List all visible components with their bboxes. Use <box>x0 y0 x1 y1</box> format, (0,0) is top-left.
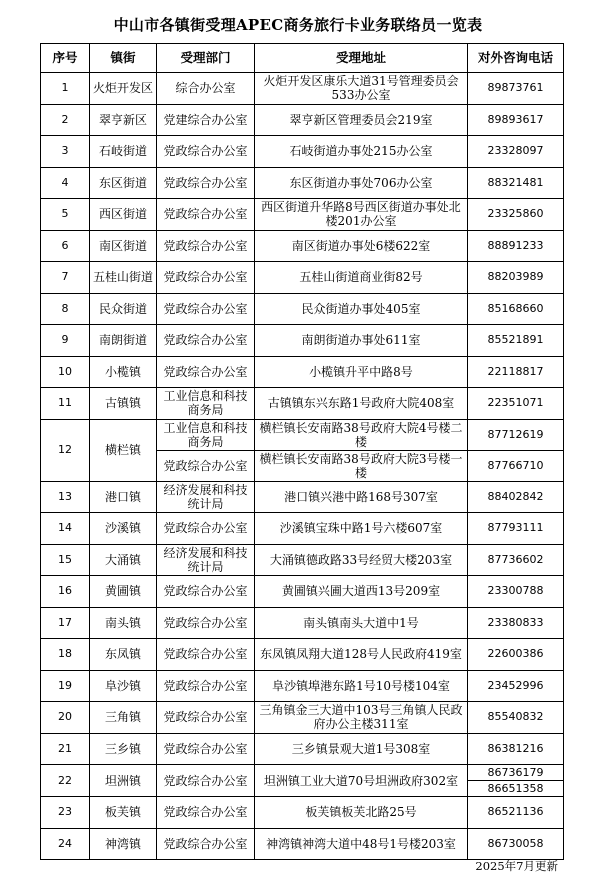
row-town: 沙溪镇 <box>90 513 157 545</box>
row-department: 党政综合办公室 <box>157 450 255 481</box>
row-number: 19 <box>41 670 90 702</box>
row-department: 党政综合办公室 <box>157 199 255 231</box>
row-number: 14 <box>41 513 90 545</box>
row-phone: 22118817 <box>468 356 564 388</box>
row-address: 古镇镇东兴东路1号政府大院408室 <box>255 388 468 420</box>
row-number: 1 <box>41 73 90 105</box>
row-town: 西区街道 <box>90 199 157 231</box>
row-department: 党政综合办公室 <box>157 230 255 262</box>
table-row <box>41 481 564 513</box>
row-department: 党政综合办公室 <box>157 702 255 734</box>
row-town: 民众街道 <box>90 293 157 325</box>
row-department: 党政综合办公室 <box>157 607 255 639</box>
row-address: 大涌镇德政路33号经贸大楼203室 <box>255 544 468 576</box>
row-phone: 88891233 <box>468 230 564 262</box>
row-address: 神湾镇神湾大道中48号1号楼203室 <box>255 828 468 860</box>
row-town: 三乡镇 <box>90 733 157 765</box>
row-phone: 86651358 <box>468 781 564 797</box>
row-phone: 89873761 <box>468 73 564 105</box>
row-number: 11 <box>41 388 90 420</box>
table-row <box>41 73 564 105</box>
row-phone: 23380833 <box>468 607 564 639</box>
row-phone: 89893617 <box>468 104 564 136</box>
header-dept: 受理部门 <box>157 44 255 73</box>
row-town: 神湾镇 <box>90 828 157 860</box>
row-department: 党政综合办公室 <box>157 136 255 168</box>
row-department: 综合办公室 <box>157 73 255 105</box>
contact-table <box>40 43 564 860</box>
table-row <box>41 356 564 388</box>
row-number: 10 <box>41 356 90 388</box>
table-row <box>41 199 564 231</box>
table-row <box>41 797 564 829</box>
row-phone: 86736179 <box>468 765 564 781</box>
table-row <box>41 702 564 734</box>
row-department: 经济发展和科技统计局 <box>157 544 255 576</box>
row-phone: 22351071 <box>468 388 564 420</box>
row-number: 21 <box>41 733 90 765</box>
row-department: 党政综合办公室 <box>157 356 255 388</box>
row-town: 港口镇 <box>90 481 157 513</box>
row-department: 党政综合办公室 <box>157 513 255 545</box>
row-department: 党政综合办公室 <box>157 262 255 294</box>
row-address: 黄圃镇兴圃大道西13号209室 <box>255 576 468 608</box>
header-address: 受理地址 <box>255 44 468 73</box>
row-phone: 86521136 <box>468 797 564 829</box>
row-town: 翠亨新区 <box>90 104 157 136</box>
row-address: 石岐街道办事处215办公室 <box>255 136 468 168</box>
row-department: 党建综合办公室 <box>157 104 255 136</box>
row-town: 石岐街道 <box>90 136 157 168</box>
row-department: 经济发展和科技统计局 <box>157 481 255 513</box>
row-address: 港口镇兴港中路168号307室 <box>255 481 468 513</box>
table-row <box>41 262 564 294</box>
row-number: 5 <box>41 199 90 231</box>
update-note: 2025年7月更新 <box>475 859 558 873</box>
table-row <box>41 670 564 702</box>
table-row <box>41 293 564 325</box>
row-address: 沙溪镇宝珠中路1号六楼607室 <box>255 513 468 545</box>
table-row <box>41 230 564 262</box>
row-department: 党政综合办公室 <box>157 293 255 325</box>
row-phone: 88321481 <box>468 167 564 199</box>
row-town: 黄圃镇 <box>90 576 157 608</box>
row-address: 西区街道升华路8号西区街道办事处北楼201办公室 <box>255 199 468 231</box>
row-department: 党政综合办公室 <box>157 828 255 860</box>
row-number: 3 <box>41 136 90 168</box>
row-number: 24 <box>41 828 90 860</box>
row-number: 23 <box>41 797 90 829</box>
row-phone: 23300788 <box>468 576 564 608</box>
row-town: 板芙镇 <box>90 797 157 829</box>
row-address: 小榄镇升平中路8号 <box>255 356 468 388</box>
row-phone: 86730058 <box>468 828 564 860</box>
row-phone: 87712619 <box>468 419 564 450</box>
row-phone: 86381216 <box>468 733 564 765</box>
row-town: 东凤镇 <box>90 639 157 671</box>
row-address: 翠亨新区管理委员会219室 <box>255 104 468 136</box>
row-address: 三乡镇景观大道1号308室 <box>255 733 468 765</box>
row-phone: 85540832 <box>468 702 564 734</box>
row-address: 阜沙镇埠港东路1号10号楼104室 <box>255 670 468 702</box>
row-number: 16 <box>41 576 90 608</box>
row-town: 横栏镇 <box>90 419 157 481</box>
header-phone: 对外咨询电话 <box>468 44 564 73</box>
header-town: 镇街 <box>90 44 157 73</box>
row-phone: 23328097 <box>468 136 564 168</box>
row-town: 火炬开发区 <box>90 73 157 105</box>
row-phone: 22600386 <box>468 639 564 671</box>
row-phone: 23452996 <box>468 670 564 702</box>
table-row <box>41 607 564 639</box>
row-department: 党政综合办公室 <box>157 797 255 829</box>
row-address: 板芙镇板芙北路25号 <box>255 797 468 829</box>
row-address: 南区街道办事处6楼622室 <box>255 230 468 262</box>
row-town: 阜沙镇 <box>90 670 157 702</box>
row-address: 东凤镇凤翔大道128号人民政府419室 <box>255 639 468 671</box>
table-row <box>41 104 564 136</box>
row-address: 南朗街道办事处611室 <box>255 325 468 357</box>
row-town: 古镇镇 <box>90 388 157 420</box>
row-address: 三角镇金三大道中103号三角镇人民政府办公主楼311室 <box>255 702 468 734</box>
row-address: 坦洲镇工业大道70号坦洲政府302室 <box>255 765 468 797</box>
row-town: 小榄镇 <box>90 356 157 388</box>
table-header-row <box>41 44 564 73</box>
row-phone: 23325860 <box>468 199 564 231</box>
table-row <box>41 544 564 576</box>
table-row <box>41 733 564 765</box>
row-department: 党政综合办公室 <box>157 167 255 199</box>
row-department: 工业信息和科技商务局 <box>157 419 255 450</box>
row-phone: 87793111 <box>468 513 564 545</box>
table-row <box>41 765 564 781</box>
row-number: 17 <box>41 607 90 639</box>
row-town: 东区街道 <box>90 167 157 199</box>
table-row <box>41 828 564 860</box>
row-number: 7 <box>41 262 90 294</box>
table-row <box>41 167 564 199</box>
row-department: 党政综合办公室 <box>157 576 255 608</box>
row-number: 13 <box>41 481 90 513</box>
table-body <box>41 73 564 860</box>
row-address: 横栏镇长安南路38号政府大院3号楼一楼 <box>255 450 468 481</box>
row-address: 五桂山街道商业街82号 <box>255 262 468 294</box>
table-row <box>41 513 564 545</box>
row-phone: 85521891 <box>468 325 564 357</box>
row-phone: 88203989 <box>468 262 564 294</box>
row-number: 20 <box>41 702 90 734</box>
row-number: 8 <box>41 293 90 325</box>
row-town: 南头镇 <box>90 607 157 639</box>
row-phone: 85168660 <box>468 293 564 325</box>
row-address: 火炬开发区康乐大道31号管理委员会533办公室 <box>255 73 468 105</box>
table-row <box>41 576 564 608</box>
row-town: 五桂山街道 <box>90 262 157 294</box>
table-row <box>41 419 564 450</box>
row-town: 大涌镇 <box>90 544 157 576</box>
row-address: 东区街道办事处706办公室 <box>255 167 468 199</box>
row-number: 4 <box>41 167 90 199</box>
table-row <box>41 388 564 420</box>
row-department: 党政综合办公室 <box>157 733 255 765</box>
row-department: 工业信息和科技商务局 <box>157 388 255 420</box>
table-row <box>41 325 564 357</box>
row-town: 坦洲镇 <box>90 765 157 797</box>
row-number: 15 <box>41 544 90 576</box>
row-phone: 87766710 <box>468 450 564 481</box>
row-department: 党政综合办公室 <box>157 765 255 797</box>
row-address: 南头镇南头大道中1号 <box>255 607 468 639</box>
row-number: 6 <box>41 230 90 262</box>
row-number: 12 <box>41 419 90 481</box>
row-phone: 88402842 <box>468 481 564 513</box>
row-number: 2 <box>41 104 90 136</box>
row-department: 党政综合办公室 <box>157 639 255 671</box>
page-title: 中山市各镇街受理APEC商务旅行卡业务联络员一览表 <box>113 16 483 34</box>
row-address: 横栏镇长安南路38号政府大院4号楼二楼 <box>255 419 468 450</box>
row-town: 南区街道 <box>90 230 157 262</box>
row-number: 9 <box>41 325 90 357</box>
header-no: 序号 <box>41 44 90 73</box>
row-number: 18 <box>41 639 90 671</box>
table-row <box>41 136 564 168</box>
row-number: 22 <box>41 765 90 797</box>
row-phone: 87736602 <box>468 544 564 576</box>
row-town: 南朗街道 <box>90 325 157 357</box>
row-town: 三角镇 <box>90 702 157 734</box>
row-address: 民众街道办事处405室 <box>255 293 468 325</box>
row-department: 党政综合办公室 <box>157 670 255 702</box>
table-row <box>41 639 564 671</box>
row-department: 党政综合办公室 <box>157 325 255 357</box>
